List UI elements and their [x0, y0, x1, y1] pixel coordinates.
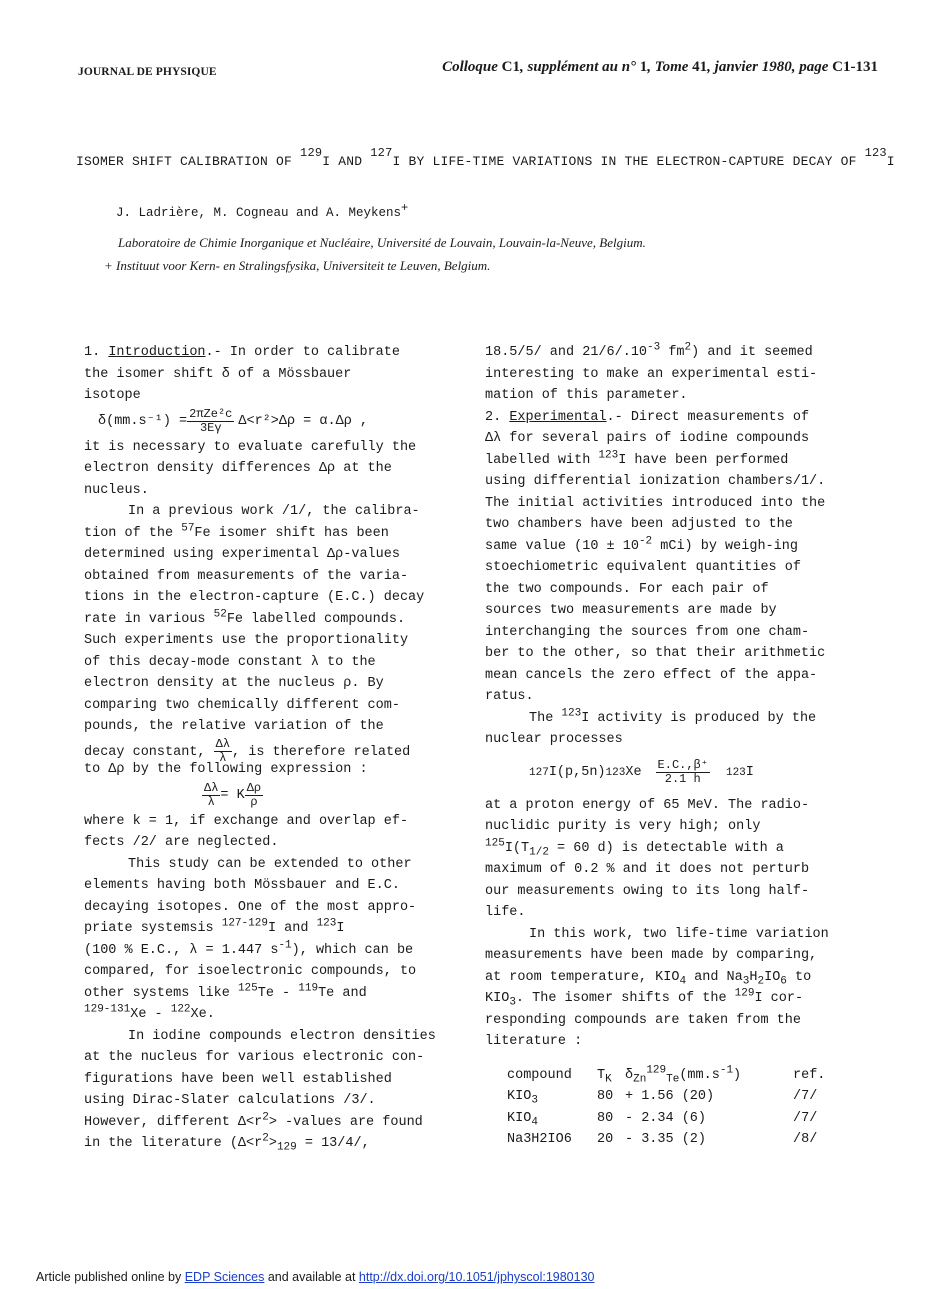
table-row: $KIO_3$ 80 + 1.56 (20) /7/ [507, 1089, 818, 1107]
paper-title: ISOMER SHIFT CALIBRATION OF $^{129}$I AND $^{127}$I BY LIFE-TIME VARIATIONS IN THE ELECTRON-CAPTURE DECAY OF $^{123}$I [76, 146, 895, 169]
table-row: Na3H2IO6 20 - 3.35 (2) /8/ [507, 1132, 818, 1147]
publication-footer: Article published online by EDP Sciences and available at http://dx.doi.org/10.1051/jphyscol:1980130 [36, 1270, 595, 1284]
table-row: $KIO_4$ 80 - 2.34 (6) /7/ [507, 1110, 818, 1129]
authors: J. Ladrière, M. Cogneau and A. Meykens+ [116, 200, 409, 220]
affiliation-1: Laboratoire de Chimie Inorganique et Nucléaire, Université de Louvain, Louvain-la-Neuve, Belgium. [118, 235, 646, 250]
isomer-shift-table [507, 1065, 825, 1151]
doi-link[interactable]: http://dx.doi.org/10.1051/jphyscol:1980130 [358, 1270, 595, 1284]
journal-name: JOURNAL DE PHYSIQUE [78, 66, 217, 78]
nuclear-reaction: 127 I(p,5n) 123 Xe $\frac{E.C.,\beta^+}{2.1 h}$ 123 I [529, 758, 754, 786]
right-column: 18.5/5/ and $21/6/.10^{-3}$ $fm^2$) and it seemed interesting to make an experimental esti- mation of this parameter. 2. Experimental.- Direct measurements of Δλ for several pairs of iodine compounds labelled with $^{123}$I have been performed using differential ionization chambers/1/. The initial activities introduced into the two chambers have been adjusted to the same value ($10 \pm 10^{-2}$ mCi) by weigh-ing stoechiometric equivalent quantities of the two compounds. For each pair of sources two measurements are made by interchanging the sources from one cham- ber to the other, so that their arithmetic mean cancels the zero effect of the appa- ratus. The $^{123}$I activity is produced by the nuclear processes 127 I(p,5n) 123 Xe $\frac{E.C.,\beta^+}{2.1 h}$ 123 I at a proton energy of 65 MeV. The radio- nuclidic purity is very high; only $^{125}I(T_{1/2} = 60$ d) is detectable with a maximum of 0.2 % and it does not perturb our measurements owing to its long half- life. In this work, two life-time variation measurements have been made by comparing, at room temperature, $KIO_4$ and $Na_3H_2IO_6$ to $KIO_3$. The isomer shifts of the $^{129}$I cor- responding compounds are taken from the literature : compound $T_K$ $\delta_{Zn}^{129}_{Te}(mm.s^{-1})$ ref. $KIO_3$ 80 + 1.56 (20) /7/ $KIO_4$ 80 - 2.34 (6) /7/ Na3H2IO6 20 - 3.35 (2) /8/ [485, 342, 865, 1151]
equation-isomer-shift: δ(mm.s⁻¹) = $\frac{\text{2πZe²c}}{3E\gamma}$ Δ<r²>Δρ = α.Δρ , [98, 407, 368, 435]
equation-decay-ratio: $\frac{\Delta\lambda}{\lambda}$ = K $\frac{\Delta\rho}{\rho}$ [204, 781, 262, 809]
affiliation-2: + Instituut voor Kern- en Stralingsfysika, Universiteit te Leuven, Belgium. [104, 258, 491, 273]
section-2-heading: 2. Experimental.- Direct measurements of [485, 409, 810, 425]
citation-line: Colloque C1, supplément au n° 1, Tome 41, janvier 1980, page C1-131 [442, 59, 878, 75]
left-column: 1. Introduction.- In order to calibrate the isomer shift δ of a Mössbauer isotope δ(mm.s⁻¹) = $\frac{\text{2πZe²c}}{3E\gamma}$ Δ<r²>Δρ = α.Δρ , it is necessary to evaluate carefully the electron density differences Δρ at the nucleus. In a previous work /1/, the calibra- tion of the $^{57}$Fe isomer shift has been determined using experimental Δρ-values obtained from measurements of the varia- tions in the electron-capture (E.C.) decay rate in various $^{52}$Fe labelled compounds. Such experiments use the proportionality of this decay-mode constant λ to the electron density at the nucleus ρ. By comparing two chemically different com- pounds, the relative variation of the decay constant, $\frac{\Delta\lambda}{\lambda}$ , is therefore related to Δρ by the following expression : $\frac{\Delta\lambda}{\lambda}$ = K $\frac{\Delta\rho}{\rho}$ where k = 1, if exchange and overlap ef- fects /2/ are neglected. This study can be extended to other elements having both Mössbauer and E.C. decaying isotopes. One of the most appro- priate systemsis $^{127-129}$I and $^{123}$I (100 % E.C., λ = 1.447 $s^{-1}$), which can be compared, for isoelectronic compounds, to other systems like $^{125}$Te - $^{119}$Te and $^{129-131}$Xe - $^{122}$Xe. In iodine compounds electron densities at the nucleus for various electronic con- figurations have been well established using Dirac-Slater calculations /3/. However, different $\Delta<r^2>$ -values are found in the literature ($\Delta<r^2>_{129} = 13/4/$, [84, 342, 464, 1155]
edp-sciences-link[interactable]: EDP Sciences [184, 1270, 265, 1284]
section-1-heading: 1. Introduction.- In order to calibrate [84, 345, 400, 360]
table-header-row: compound $T_K$ $\delta_{Zn}^{129}_{Te}(mm.s^{-1})$ ref. [507, 1064, 826, 1086]
